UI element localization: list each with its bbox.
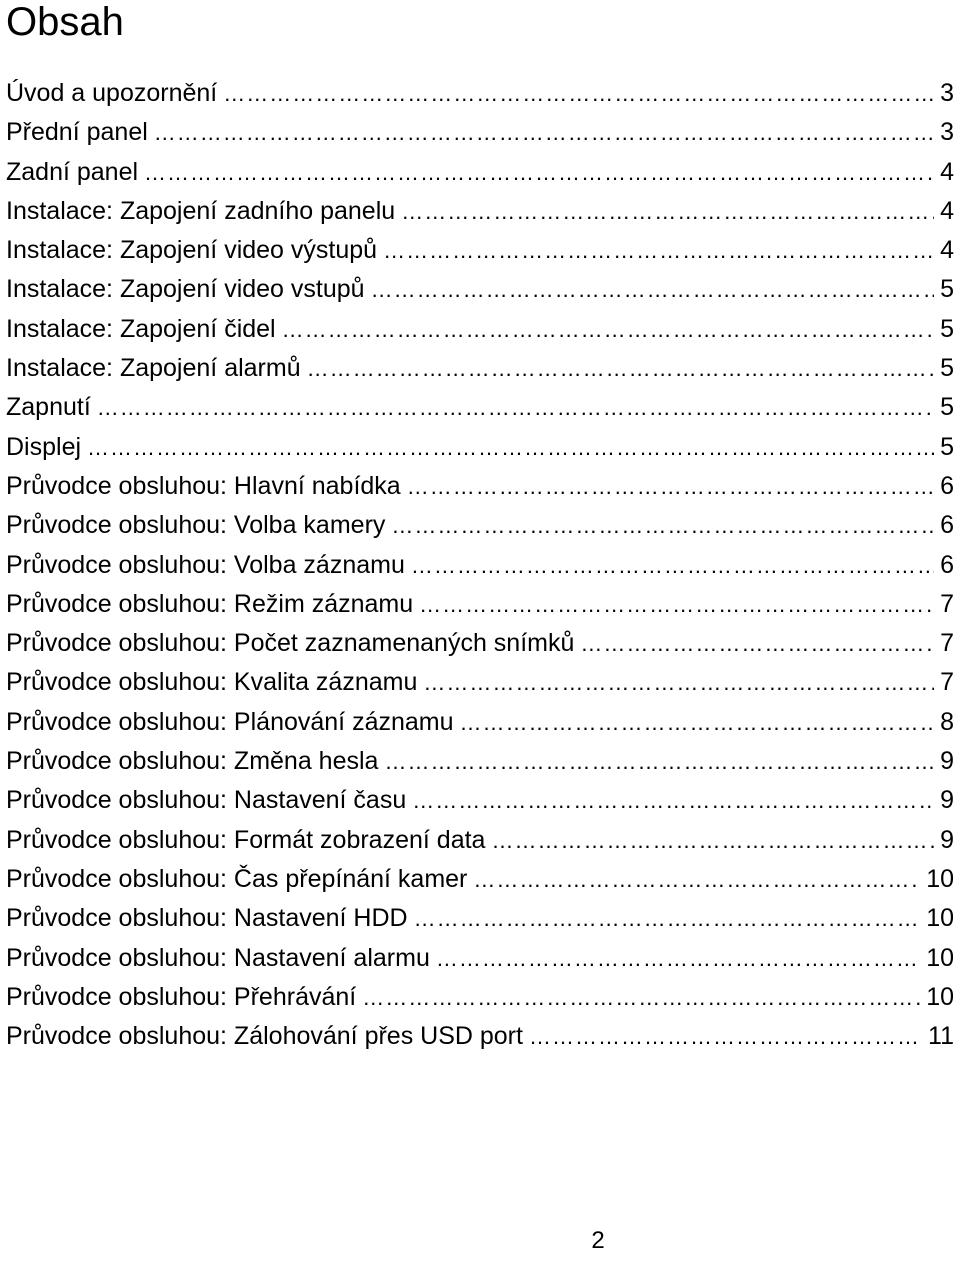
toc-entry-label: Průvodce obsluhou: Změna hesla [6,747,379,776]
toc-entry[interactable] [6,860,954,899]
toc-entry[interactable] [6,781,954,820]
toc-entry-page: 5 [940,432,954,461]
toc-entry-page: 10 [926,943,954,972]
toc-entry-page: 10 [926,864,954,893]
toc-entry-page: 9 [940,786,954,815]
toc-entry-label: Průvodce obsluhou: Čas přepínání kamer [6,864,468,893]
toc-entry[interactable] [6,821,954,860]
toc-dot-leader [529,1017,922,1056]
toc-entry[interactable] [6,349,954,388]
page-number: 2 [591,1227,605,1254]
toc-dot-leader [414,899,921,938]
toc-dot-leader [473,860,920,899]
toc-entry[interactable] [6,310,954,349]
toc-entry-page: 4 [940,157,954,186]
toc-dot-leader [407,467,934,506]
toc-entry-label: Instalace: Zapojení video vstupů [6,275,365,304]
toc-dot-leader [307,349,934,388]
toc-entry[interactable] [6,546,954,585]
toc-entry[interactable] [6,506,954,545]
toc-entry-page: 5 [940,275,954,304]
toc-entry[interactable] [6,703,954,742]
toc-dot-leader [362,978,920,1017]
toc-entry-label: Instalace: Zapojení čidel [6,314,276,343]
toc-dot-leader [97,388,934,427]
toc-entry-label: Průvodce obsluhou: Počet zaznamenaných snímků [6,629,575,658]
toc-entry-page: 8 [940,707,954,736]
toc-entry-page: 7 [940,668,954,697]
toc-entry-page: 3 [940,118,954,147]
toc-entry[interactable] [6,1017,954,1056]
toc-dot-leader [223,74,934,113]
toc-entry-label: Zapnutí [6,393,91,422]
toc-dot-leader [154,113,934,152]
toc-dot-leader [391,506,934,545]
toc-entry[interactable] [6,388,954,427]
toc-entry-page: 10 [926,982,954,1011]
toc-entry[interactable] [6,270,954,309]
toc-entry[interactable] [6,153,954,192]
toc-entry-page: 7 [940,589,954,618]
toc-entry[interactable] [6,467,954,506]
toc-dot-leader [436,939,920,978]
toc-entry[interactable] [6,663,954,702]
toc-entry-page: 9 [940,747,954,776]
toc-entry-label: Instalace: Zapojení alarmů [6,354,301,383]
toc-entry[interactable] [6,192,954,231]
toc-entry-page: 5 [940,314,954,343]
toc-entry-label: Průvodce obsluhou: Režim záznamu [6,589,414,618]
toc-entry-label: Průvodce obsluhou: Nastavení alarmu [6,943,430,972]
toc-entry[interactable] [6,939,954,978]
toc-dot-leader [412,781,934,820]
toc-dot-leader [491,821,934,860]
toc-entry-label: Průvodce obsluhou: Přehrávání [6,982,357,1011]
toc-entry-page: 5 [940,354,954,383]
toc-entry-page: 3 [940,79,954,107]
toc-dot-leader [419,585,934,624]
toc-dot-leader [383,231,934,270]
toc-entry[interactable] [6,74,954,113]
toc-entry[interactable] [6,978,954,1017]
toc-dot-leader [282,310,934,349]
toc-dot-leader [401,192,934,231]
toc-dot-leader [144,153,934,192]
toc-dot-leader [371,270,935,309]
toc-entry-label: Úvod a upozornění [6,79,218,107]
toc-entry-label: Průvodce obsluhou: Kvalita záznamu [6,668,418,697]
toc-entry[interactable] [6,428,954,467]
toc-entry-page: 10 [926,904,954,933]
toc-dot-leader [460,703,935,742]
toc-entry[interactable] [6,899,954,938]
toc-entry-page: 6 [940,511,954,540]
toc-entry-label: Instalace: Zapojení video výstupů [6,236,378,265]
toc-entry-page: 9 [940,825,954,854]
toc-dot-leader [423,663,934,702]
toc-entry-label: Průvodce obsluhou: Volba kamery [6,511,386,540]
toc-entry[interactable] [6,742,954,781]
toc-entry-page: 11 [928,1022,954,1051]
toc-entry-page: 7 [940,629,954,658]
toc-entry-label: Přední panel [6,118,148,147]
toc-dot-leader [87,428,934,467]
toc-entry-page: 6 [940,550,954,579]
toc-dot-leader [580,624,934,663]
toc-entry-page: 4 [940,236,954,265]
toc-entry-label: Průvodce obsluhou: Zálohování přes USD port [6,1022,523,1051]
page-title: Obsah [6,0,124,44]
toc-entry-label: Průvodce obsluhou: Nastavení HDD [6,904,408,933]
toc-dot-leader [384,742,934,781]
toc-entry-page: 6 [940,471,954,500]
toc-entry-label: Průvodce obsluhou: Hlavní nabídka [6,471,401,500]
toc-entry[interactable] [6,113,954,152]
toc-entry-page: 5 [940,393,954,422]
toc-dot-leader [411,546,934,585]
toc-entry-label: Průvodce obsluhou: Nastavení času [6,786,407,815]
toc-entry[interactable] [6,585,954,624]
toc-entry-label: Průvodce obsluhou: Formát zobrazení data [6,825,486,854]
toc-entry-label: Displej [6,432,82,461]
toc-entry[interactable] [6,624,954,663]
table-of-contents [6,74,954,1056]
toc-entry-label: Zadní panel [6,157,139,186]
toc-entry-label: Průvodce obsluhou: Plánování záznamu [6,707,454,736]
toc-entry[interactable] [6,231,954,270]
toc-entry-label: Průvodce obsluhou: Volba záznamu [6,550,405,579]
toc-entry-page: 4 [940,196,954,225]
toc-entry-label: Instalace: Zapojení zadního panelu [6,196,396,225]
